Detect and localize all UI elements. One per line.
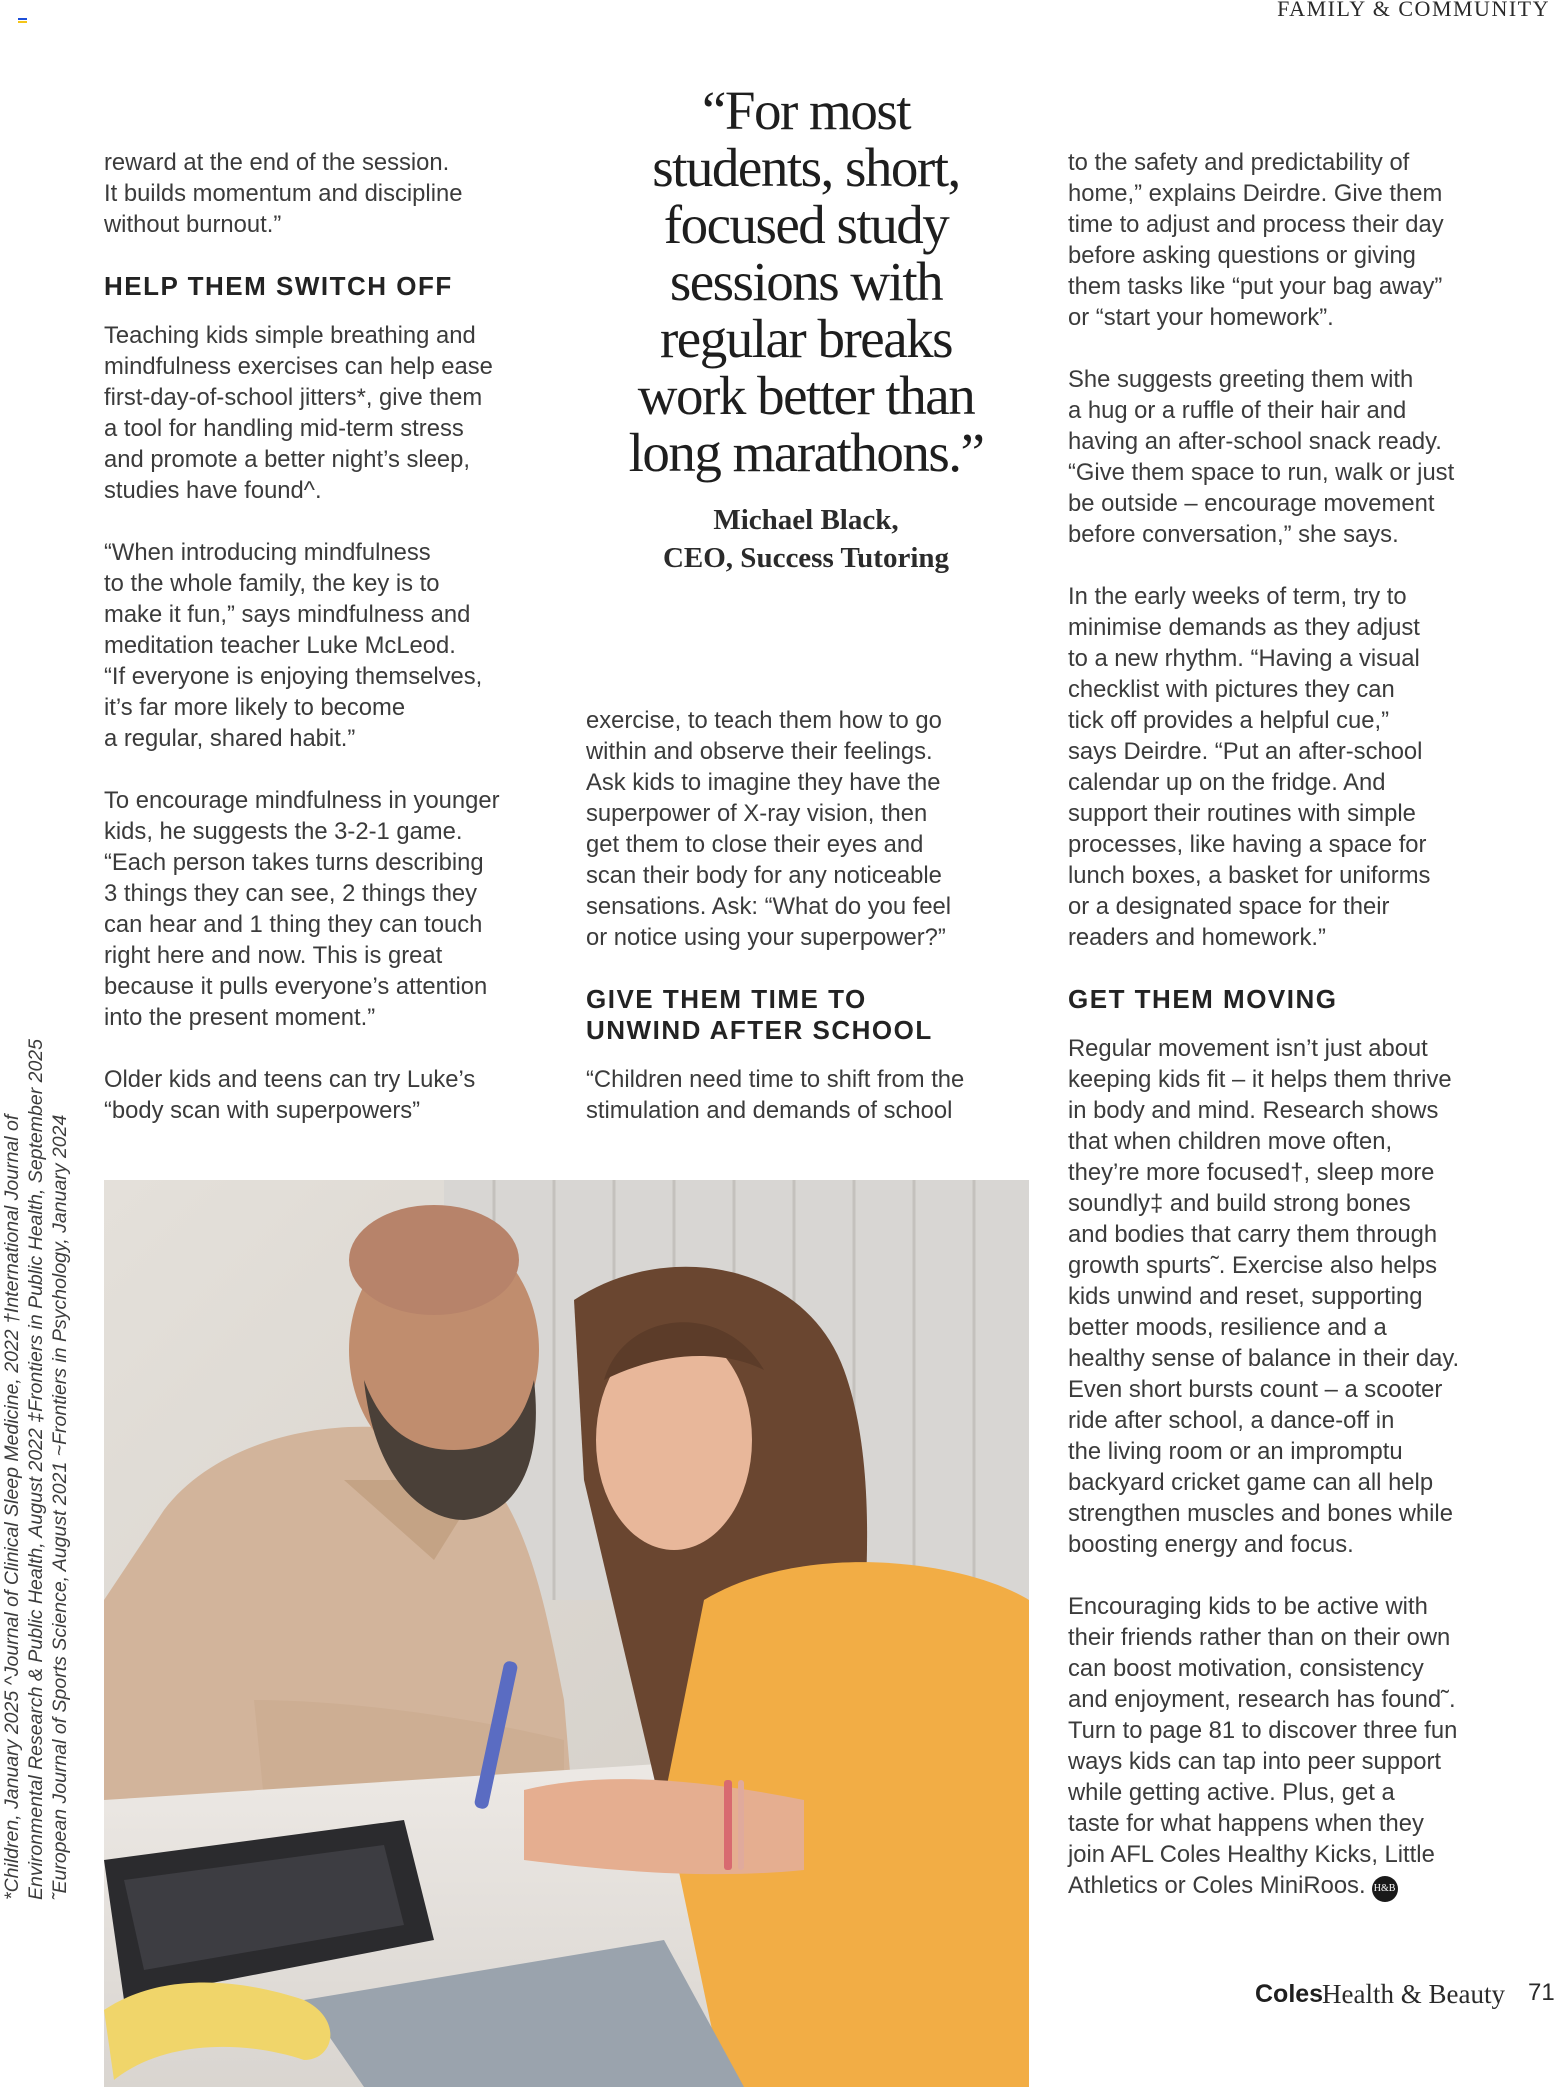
paragraph: Regular movement isn’t just about keeping kids fit – it helps them thrive in body and mind. Research shows that when children move often, they’re more focused†, sleep more soundly‡ and build strong bones and bodies that carry them through growth spurts˜. Exercise also helps kids unwind and reset, supporting better moods, resilience and a healthy sense of balance in their day. Even short bursts count – a scooter ride after school, a dance-off in the living room or an impromptu backyard cricket game can all help strengthen muscles and bones while boosting energy and focus. bbox=[1068, 1035, 1460, 1558]
reference-line: Environmental Research & Public Health, August 2022 ‡Frontiers in Public Health, September 2025 bbox=[25, 1039, 47, 1900]
reference-line: ˜European Journal of Sports Science, August 2021 ~Frontiers in Psychology, January 2024 bbox=[49, 1114, 71, 1900]
page-footer bbox=[1200, 1979, 1555, 2020]
section-heading: GET THEM MOVING bbox=[1068, 984, 1338, 1014]
paragraph: Older kids and teens can try Luke’s “body scan with superpowers” bbox=[104, 1066, 476, 1124]
page-number: 71 bbox=[1528, 1979, 1555, 2006]
footer-publication: Health & Beauty bbox=[1322, 1979, 1505, 2009]
paragraph: In the early weeks of term, try to minimise demands as they adjust to a new rhythm. “Having a visual checklist with pictures they can tick off provides a helpful cue,” says Deirdre. “Put an after-school calendar up on the fridge. And support their routines with simple processes, like having a space for lunch boxes, a basket for uniforms or a designated space for their readers and homework.” bbox=[1068, 583, 1431, 951]
paragraph: She suggests greeting them with a hug or a ruffle of their hair and having an after-school snack ready. “Give them space to run, walk or just be outside – encourage movement before conversation,” she says. bbox=[1068, 366, 1455, 548]
flag-icon bbox=[18, 18, 27, 25]
pull-quote-attribution-role: CEO, Success Tutoring bbox=[662, 542, 950, 574]
paragraph: Teaching kids simple breathing and mindfulness exercises can help ease first-day-of-school jitters*, give them a tool for handling mid-term stress and promote a better night’s sleep, studies have found^. bbox=[104, 322, 493, 504]
photo-illustration bbox=[104, 1180, 1029, 2087]
health-beauty-logo-icon: H&B bbox=[1372, 1876, 1398, 1902]
column-1 bbox=[104, 147, 564, 1157]
section-heading: GIVE THEM TIME TO UNWIND AFTER SCHOOL bbox=[586, 984, 933, 1045]
pull-quote-text: “For most students, short, focused study sessions with regular breaks work better than long marathons.” bbox=[628, 80, 984, 483]
footer-brand: Coles bbox=[1255, 1980, 1324, 2008]
column-3 bbox=[1068, 147, 1528, 1933]
paragraph: reward at the end of the session. It builds momentum and discipline without burnout.” bbox=[104, 149, 463, 238]
pull-quote bbox=[586, 82, 1026, 577]
paragraph-text: Encouraging kids to be active with their friends rather than on their own can boost motivation, consistency and enjoyment, research has found˜. Turn to page 81 to discover three fun ways kids can tap into peer support while getting active. Plus, get a taste for what happens when they join AFL Coles Healthy Kicks, Little Athletics or Coles MiniRoos. bbox=[1068, 1593, 1458, 1899]
paragraph: to the safety and predictability of home,” explains Deirdre. Give them time to adjust and process their day before asking questions or giving them tasks like “put your bag away” or “start your homework”. bbox=[1068, 149, 1444, 331]
paragraph bbox=[1068, 1591, 1528, 1902]
paragraph: “When introducing mindfulness to the whole family, the key is to make it fun,” says mindfulness and meditation teacher Luke McLeod. “If everyone is enjoying themselves, it’s far more likely to become a regular, shared habit.” bbox=[104, 539, 483, 752]
section-heading: HELP THEM SWITCH OFF bbox=[104, 271, 453, 301]
pull-quote-attribution-name: Michael Black, bbox=[713, 504, 899, 536]
paragraph: “Children need time to shift from the stimulation and demands of school bbox=[586, 1066, 965, 1124]
reference-line: *Children, January 2025 ^Journal of Clinical Sleep Medicine, 2022 †International Journal of bbox=[1, 1114, 23, 1900]
paragraph: To encourage mindfulness in younger kids, he suggests the 3-2-1 game. “Each person takes turns describing 3 things they can see, 2 things they can hear and 1 thing they can touch right here and now. This is great because it pulls everyone’s attention into the present moment.” bbox=[104, 787, 500, 1031]
references-sidenote bbox=[0, 1000, 100, 1900]
paragraph: exercise, to teach them how to go within and observe their feelings. Ask kids to imagine they have the superpower of X-ray vision, then get them to close their eyes and scan their body for any noticeable sensations. Ask: “What do you feel or notice using your superpower?” bbox=[586, 707, 952, 951]
family-study-photo bbox=[104, 1180, 1029, 2087]
section-header: FAMILY & COMMUNITY bbox=[1277, 0, 1550, 21]
column-2 bbox=[586, 705, 1041, 1157]
